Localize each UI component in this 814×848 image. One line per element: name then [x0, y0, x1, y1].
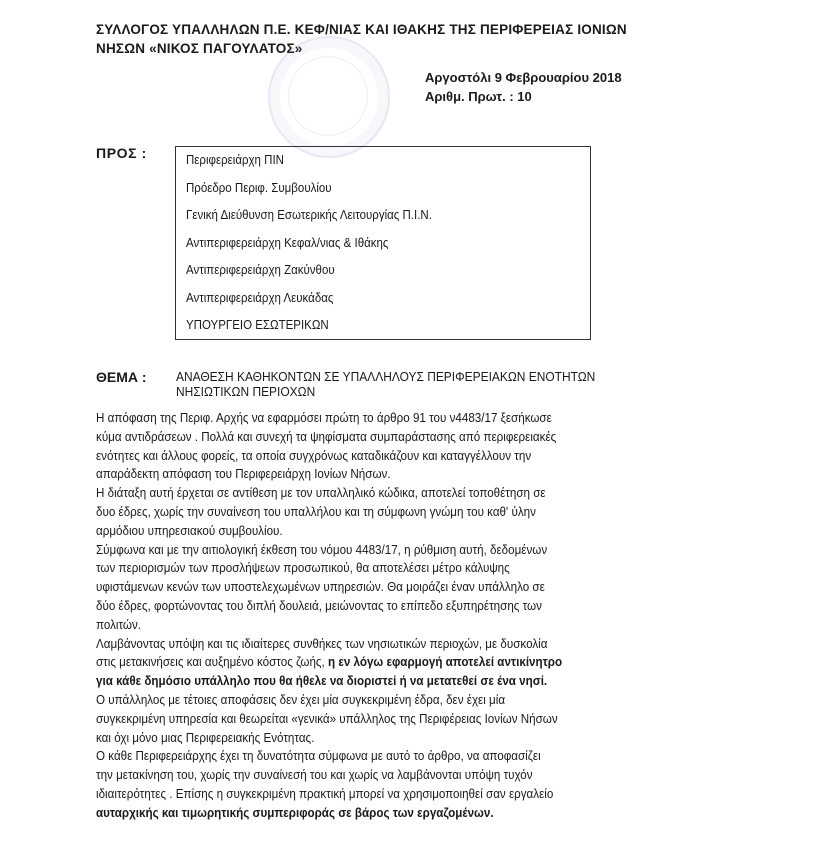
letter-body: [96, 409, 736, 823]
recipients-label: ΠΡΟΣ :: [96, 145, 147, 161]
body-line: αρμόδιου υπηρεσιακού συμβουλίου.: [96, 523, 283, 538]
body-line: συγκεκριμένη υπηρεσία και θεωρείται «γενικά» υπάλληλος της Περιφέρειας Ιονίων Νήσων: [96, 711, 558, 726]
date-protocol-block: [425, 68, 725, 106]
body-line: ενότητες και άλλους φορείς, τα οποία συγχρόνως καταδικάζουν και καταγγέλλουν την: [96, 448, 532, 463]
stamp-inner-ring: [288, 56, 368, 136]
faded-stamp: [268, 36, 390, 158]
recipient-item: Αντιπεριφερειάρχη Ζακύνθου: [186, 263, 335, 277]
body-line: πολιτών.: [96, 617, 142, 632]
body-line: Σύμφωνα και με την αιτιολογική έκθεση του νόμου 4483/17, η ρύθμιση αυτή, δεδομένων: [96, 542, 548, 557]
recipient-item: Αντιπεριφερειάρχη Κεφαλ/νιας & Ιθάκης: [186, 235, 389, 250]
body-line: Η απόφαση της Περιφ. Αρχής να εφαρμόσει πρώτη το άρθρο 91 του ν4483/17 ξεσήκωσε: [96, 411, 552, 425]
organization-header: [96, 20, 736, 58]
recipients-box: [175, 146, 591, 340]
body-line: Ο υπάλληλος με τέτοιες αποφάσεις δεν έχει μία συγκεκριμένη έδρα, δεν έχει μία: [96, 692, 506, 707]
organization-name-line1: ΣΥΛΛΟΓΟΣ ΥΠΑΛΛΗΛΩΝ Π.Ε. ΚΕΦ/ΝΙΑΣ ΚΑΙ ΙΘΑΚΗΣ ΤΗΣ ΠΕΡΙΦΕΡΕΙΑΣ ΙΟΝΙΩΝ: [96, 22, 627, 37]
body-line: Λαμβάνοντας υπόψη και τις ιδιαίτερες συνθήκες των νησιωτικών περιοχών, με δυσκολία: [96, 636, 548, 651]
body-line: την μετακίνηση του, χωρίς την συναίνεσή του και χωρίς να λαμβάνονται υπόψη τυχόν: [96, 768, 533, 783]
body-line-emphasis: αυταρχικής και τιμωρητικής συμπεριφοράς σε βάρος των εργαζομένων.: [96, 805, 494, 820]
body-line: δυο έδρες, χωρίς την συναίνεση του υπαλλήλου και τη σύμφωνη γνώμη του καθ' ύλην: [96, 504, 536, 519]
body-line: κύμα αντιδράσεων . Πολλά και συνεχή τα ψηφίσματα συμπαράστασης από περιφερειακές: [96, 429, 557, 444]
body-text-regular: στις μετακινήσεις και αυξημένο κόστος ζωής,: [96, 655, 328, 670]
body-line: ιδιαιτερότητες . Επίσης η συγκεκριμένη πρακτική μπορεί να χρησιμοποιηθεί σαν εργαλείο: [96, 786, 554, 801]
body-line: υφιστάμενων κενών των υποστελεχωμένων υπηρεσιών. Θα μοιράζει έναν υπάλληλο σε: [96, 580, 545, 595]
protocol-number: Αριθμ. Πρωτ. : 10: [425, 89, 532, 104]
subject-text: [176, 369, 608, 399]
body-line: Ο κάθε Περιφερειάρχης έχει τη δυνατότητα σύμφωνα με αυτό το άρθρο, να αποφασίζει: [96, 749, 541, 764]
recipient-item: Αντιπεριφερειάρχη Λευκάδας: [186, 290, 334, 305]
body-line: και όχι μόνο μιας Περιφερειακής Ενότητας.: [96, 730, 315, 745]
body-line-mixed: [96, 653, 691, 672]
subject-line1: ΑΝΑΘΕΣΗ ΚΑΘΗΚΟΝΤΩΝ ΣΕ ΥΠΑΛΛΗΛΟΥΣ ΠΕΡΙΦΕΡΕΙΑΚΩΝ ΕΝΟΤΗΤΩΝ: [176, 369, 596, 384]
body-line: των περιορισμών των προσλήψεων προσωπικού, θα αποτελέσει μέτρο κάλυψης: [96, 561, 510, 576]
subject-line2: ΝΗΣΙΩΤΙΚΩΝ ΠΕΡΙΟΧΩΝ: [176, 384, 316, 399]
body-line-emphasis: για κάθε δημόσιο υπάλληλο που θα ήθελε να διοριστεί ή να μετατεθεί σε ένα νησί.: [96, 674, 548, 689]
recipient-item: ΥΠΟΥΡΓΕΙΟ ΕΣΩΤΕΡΙΚΩΝ: [186, 318, 329, 332]
body-line: Η διάταξη αυτή έρχεται σε αντίθεση με τον υπαλληλικό κώδικα, αποτελεί τοποθέτηση σε: [96, 486, 546, 501]
recipients-list: [176, 147, 590, 342]
recipient-item: Περιφερειάρχη ΠΙΝ: [186, 153, 284, 167]
body-line: απαράδεκτη απόφαση του Περιφερειάρχη Ιονίων Νήσων.: [96, 467, 391, 482]
recipient-item: Γενική Διεύθυνση Εσωτερικής Λειτουργίας Π.Ι.Ν.: [186, 208, 432, 222]
subject-label: ΘΕΜΑ :: [96, 369, 147, 385]
organization-name-line2: ΝΗΣΩΝ «ΝΙΚΟΣ ΠΑΓΟΥΛΑΤΟΣ»: [96, 41, 303, 56]
body-line: δύο έδρες, φορτώνοντας του διπλή δουλειά, μειώνοντας το επίπεδο εξυπηρέτησης των: [96, 598, 542, 613]
recipient-item: Πρόεδρο Περιφ. Συμβουλίου: [186, 180, 332, 195]
place-date: Αργοστόλι 9 Φεβρουαρίου 2018: [425, 70, 622, 85]
body-text-emphasis: η εν λόγω εφαρμογή αποτελεί αντικίνητρο: [327, 655, 563, 670]
